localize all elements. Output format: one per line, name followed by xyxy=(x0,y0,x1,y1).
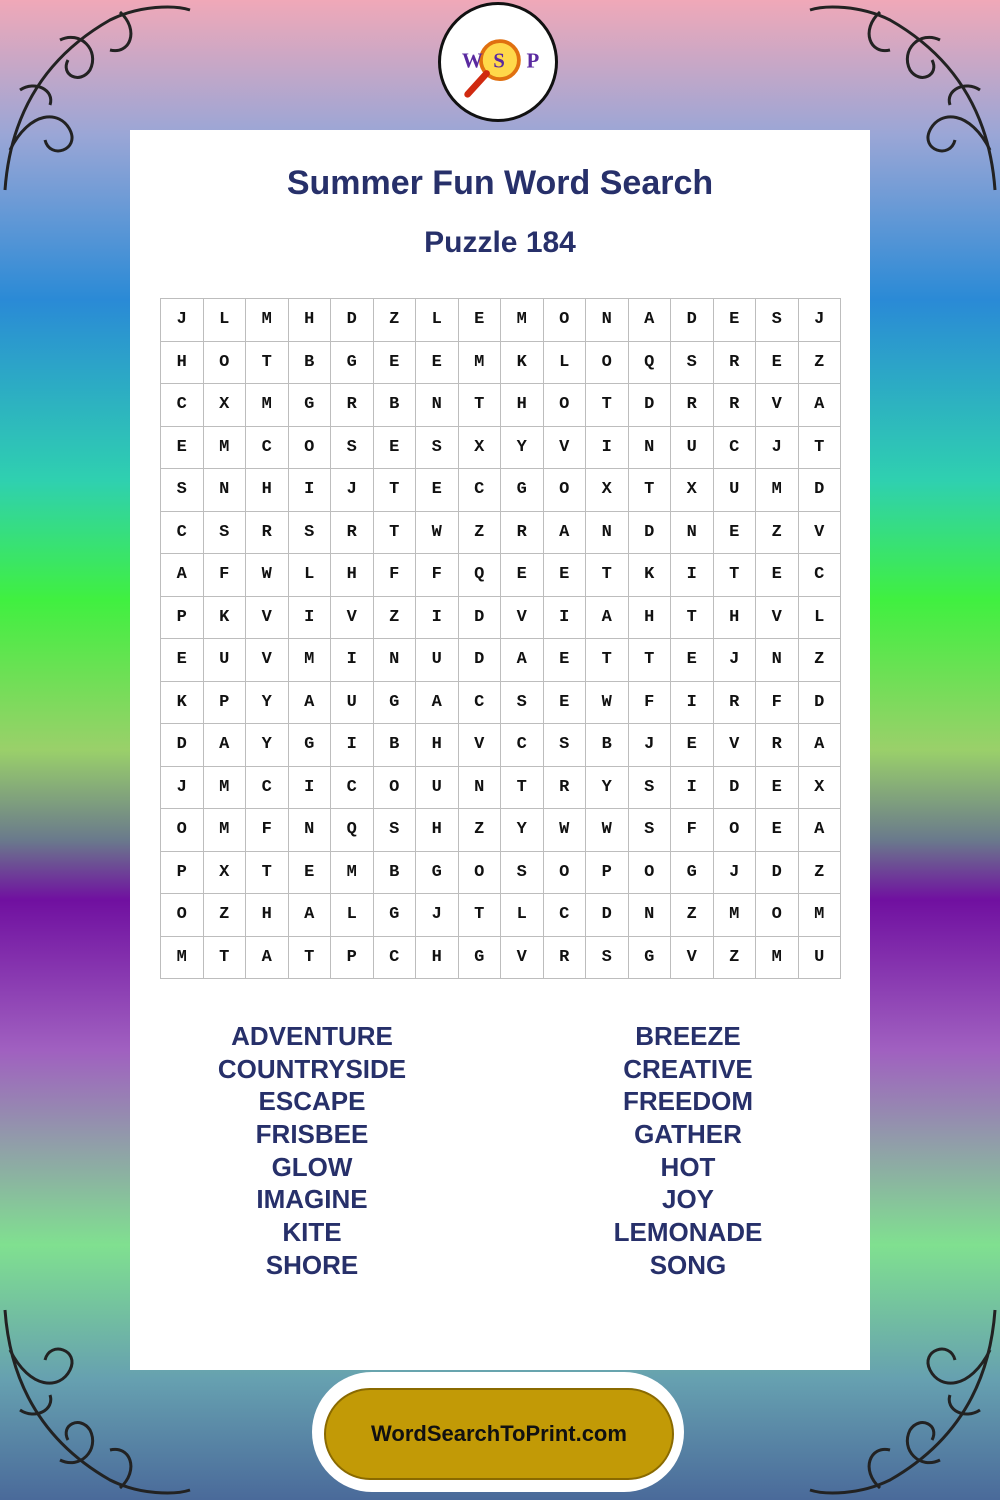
grid-cell[interactable]: J xyxy=(161,767,204,810)
grid-cell[interactable]: O xyxy=(161,809,204,852)
grid-cell[interactable]: O xyxy=(544,299,587,342)
grid-cell[interactable]: O xyxy=(544,852,587,895)
grid-cell[interactable]: L xyxy=(501,894,544,937)
grid-cell[interactable]: Y xyxy=(586,767,629,810)
grid-cell[interactable]: L xyxy=(331,894,374,937)
grid-cell[interactable]: A xyxy=(586,597,629,640)
grid-cell[interactable]: D xyxy=(629,512,672,555)
grid-cell[interactable]: M xyxy=(501,299,544,342)
grid-cell[interactable]: H xyxy=(629,597,672,640)
grid-cell[interactable]: X xyxy=(459,427,502,470)
word-list-item: FRISBEE xyxy=(255,1119,369,1150)
grid-cell[interactable]: I xyxy=(289,597,332,640)
grid-cell[interactable]: N xyxy=(629,427,672,470)
grid-cell[interactable]: S xyxy=(586,937,629,980)
grid-cell[interactable]: G xyxy=(629,937,672,980)
grid-cell[interactable]: D xyxy=(671,299,714,342)
puzzle-title: Summer Fun Word Search xyxy=(286,164,714,202)
grid-cell[interactable]: M xyxy=(204,427,247,470)
grid-cell[interactable]: A xyxy=(799,809,842,852)
grid-cell[interactable]: T xyxy=(501,767,544,810)
grid-cell[interactable]: E xyxy=(544,554,587,597)
word-list-item: LEMONADE xyxy=(613,1217,763,1248)
grid-cell[interactable]: Z xyxy=(374,597,417,640)
grid-cell[interactable]: O xyxy=(204,342,247,385)
grid-cell[interactable]: T xyxy=(374,469,417,512)
grid-cell[interactable]: E xyxy=(161,639,204,682)
grid-cell[interactable]: I xyxy=(671,682,714,725)
grid-cell[interactable]: S xyxy=(629,767,672,810)
grid-cell[interactable]: O xyxy=(544,469,587,512)
word-list-item: ADVENTURE xyxy=(231,1021,393,1051)
grid-cell[interactable]: T xyxy=(586,554,629,597)
grid-cell[interactable]: C xyxy=(161,512,204,555)
grid-cell[interactable]: P xyxy=(586,852,629,895)
grid-cell[interactable]: V xyxy=(714,724,757,767)
grid-cell[interactable]: E xyxy=(756,809,799,852)
grid-cell[interactable]: L xyxy=(799,597,842,640)
grid-cell[interactable]: E xyxy=(289,852,332,895)
grid-cell[interactable]: X xyxy=(799,767,842,810)
grid-cell[interactable]: N xyxy=(374,639,417,682)
grid-cell[interactable]: X xyxy=(586,469,629,512)
grid-cell[interactable]: M xyxy=(289,639,332,682)
grid-cell[interactable]: E xyxy=(756,554,799,597)
grid-cell[interactable]: W xyxy=(416,512,459,555)
grid-cell[interactable]: Q xyxy=(629,342,672,385)
word-list-item: HOT xyxy=(660,1151,716,1182)
grid-cell[interactable]: S xyxy=(501,682,544,725)
grid-cell[interactable]: I xyxy=(289,469,332,512)
grid-cell[interactable]: R xyxy=(714,682,757,725)
grid-cell[interactable]: R xyxy=(501,512,544,555)
grid-cell[interactable]: S xyxy=(161,469,204,512)
grid-cell[interactable]: B xyxy=(289,342,332,385)
grid-cell[interactable]: J xyxy=(331,469,374,512)
grid-cell[interactable]: E xyxy=(544,639,587,682)
grid-cell[interactable]: D xyxy=(756,852,799,895)
grid-cell[interactable]: I xyxy=(289,767,332,810)
word-list-item: SHORE xyxy=(265,1249,359,1280)
grid-cell[interactable]: L xyxy=(416,299,459,342)
grid-cell[interactable]: I xyxy=(416,597,459,640)
word-list-item: GATHER xyxy=(634,1119,742,1150)
grid-cell[interactable]: W xyxy=(246,554,289,597)
grid-cell[interactable]: Z xyxy=(459,809,502,852)
grid-cell[interactable]: Z xyxy=(204,894,247,937)
grid-cell[interactable]: D xyxy=(459,597,502,640)
grid-cell[interactable]: V xyxy=(459,724,502,767)
grid-cell[interactable]: Q xyxy=(459,554,502,597)
grid-cell[interactable]: P xyxy=(204,682,247,725)
grid-cell[interactable]: W xyxy=(544,809,587,852)
logo-letter-p: P xyxy=(526,48,540,73)
grid-cell[interactable]: U xyxy=(331,682,374,725)
grid-cell[interactable]: J xyxy=(799,299,842,342)
grid-cell[interactable]: D xyxy=(331,299,374,342)
grid-cell[interactable]: J xyxy=(714,852,757,895)
grid-cell[interactable]: V xyxy=(671,937,714,980)
word-list-item: COUNTRYSIDE xyxy=(217,1053,407,1084)
grid-cell[interactable]: S xyxy=(204,512,247,555)
grid-cell[interactable]: E xyxy=(544,682,587,725)
grid-cell[interactable]: M xyxy=(331,852,374,895)
grid-cell[interactable]: I xyxy=(671,554,714,597)
grid-cell[interactable]: I xyxy=(331,724,374,767)
grid-cell[interactable]: G xyxy=(289,384,332,427)
grid-cell[interactable]: Y xyxy=(246,724,289,767)
grid-cell[interactable]: A xyxy=(161,554,204,597)
grid-cell[interactable]: A xyxy=(544,512,587,555)
grid-cell[interactable]: N xyxy=(586,299,629,342)
grid-cell[interactable]: M xyxy=(756,937,799,980)
grid-cell[interactable]: V xyxy=(501,937,544,980)
word-list-right xyxy=(538,1020,838,1282)
grid-cell[interactable]: L xyxy=(544,342,587,385)
grid-cell[interactable]: T xyxy=(714,554,757,597)
grid-cell[interactable]: N xyxy=(756,639,799,682)
grid-cell[interactable]: F xyxy=(204,554,247,597)
grid-cell[interactable]: M xyxy=(246,299,289,342)
grid-cell[interactable]: Z xyxy=(756,512,799,555)
grid-cell[interactable]: R xyxy=(331,512,374,555)
grid-cell[interactable]: S xyxy=(756,299,799,342)
grid-cell[interactable]: R xyxy=(756,724,799,767)
grid-cell[interactable]: E xyxy=(374,427,417,470)
grid-cell[interactable]: H xyxy=(246,894,289,937)
grid-cell[interactable]: E xyxy=(671,639,714,682)
grid-cell[interactable]: E xyxy=(714,512,757,555)
grid-cell[interactable]: O xyxy=(714,809,757,852)
grid-cell[interactable]: S xyxy=(331,427,374,470)
grid-cell[interactable]: F xyxy=(246,809,289,852)
grid-cell[interactable]: W xyxy=(586,682,629,725)
grid-cell[interactable]: R xyxy=(246,512,289,555)
grid-cell[interactable]: T xyxy=(629,639,672,682)
grid-cell[interactable]: C xyxy=(246,767,289,810)
grid-cell[interactable]: E xyxy=(416,469,459,512)
grid-cell[interactable]: O xyxy=(459,852,502,895)
grid-cell[interactable]: D xyxy=(586,894,629,937)
grid-cell[interactable]: X xyxy=(204,384,247,427)
grid-cell[interactable]: A xyxy=(501,639,544,682)
grid-cell[interactable]: T xyxy=(586,639,629,682)
grid-cell[interactable]: T xyxy=(204,937,247,980)
word-list-item: FREEDOM xyxy=(623,1086,753,1117)
grid-cell[interactable]: U xyxy=(714,469,757,512)
grid-cell[interactable]: A xyxy=(799,384,842,427)
grid-cell[interactable]: H xyxy=(289,299,332,342)
grid-cell[interactable]: J xyxy=(629,724,672,767)
grid-cell[interactable]: O xyxy=(629,852,672,895)
grid-cell[interactable]: U xyxy=(204,639,247,682)
grid-cell[interactable]: L xyxy=(289,554,332,597)
grid-cell[interactable]: P xyxy=(331,937,374,980)
grid-cell[interactable]: E xyxy=(416,342,459,385)
grid-cell[interactable]: T xyxy=(289,937,332,980)
grid-cell[interactable]: J xyxy=(714,639,757,682)
grid-cell[interactable]: J xyxy=(416,894,459,937)
grid-cell[interactable]: A xyxy=(799,724,842,767)
grid-cell[interactable]: G xyxy=(459,937,502,980)
grid-cell[interactable]: R xyxy=(671,384,714,427)
grid-cell[interactable]: K xyxy=(501,342,544,385)
grid-cell[interactable]: S xyxy=(289,512,332,555)
logo-letter-w: W xyxy=(461,48,483,73)
grid-cell[interactable]: V xyxy=(501,597,544,640)
grid-cell[interactable]: I xyxy=(331,639,374,682)
grid-cell[interactable]: E xyxy=(671,724,714,767)
grid-cell[interactable]: M xyxy=(756,469,799,512)
grid-cell[interactable]: N xyxy=(204,469,247,512)
grid-cell[interactable]: C xyxy=(331,767,374,810)
letter-grid xyxy=(160,298,841,979)
grid-cell[interactable]: Z xyxy=(799,639,842,682)
grid-cell[interactable]: B xyxy=(374,852,417,895)
grid-cell[interactable]: A xyxy=(289,894,332,937)
grid-cell[interactable]: Z xyxy=(671,894,714,937)
grid-cell[interactable]: A xyxy=(289,682,332,725)
grid-cell[interactable]: G xyxy=(671,852,714,895)
grid-cell[interactable]: E xyxy=(459,299,502,342)
grid-cell[interactable]: G xyxy=(416,852,459,895)
grid-cell[interactable]: E xyxy=(756,342,799,385)
grid-cell[interactable]: C xyxy=(459,469,502,512)
logo-letter-s: S xyxy=(493,48,505,73)
wsp-logo[interactable] xyxy=(438,2,558,122)
grid-cell[interactable]: O xyxy=(544,384,587,427)
grid-cell[interactable]: M xyxy=(161,937,204,980)
word-list-item: ESCAPE xyxy=(258,1086,366,1117)
grid-cell[interactable]: O xyxy=(289,427,332,470)
grid-cell[interactable]: N xyxy=(671,512,714,555)
grid-cell[interactable]: S xyxy=(629,809,672,852)
grid-cell[interactable]: I xyxy=(671,767,714,810)
website-link-button[interactable]: WordSearchToPrint.com xyxy=(324,1388,674,1480)
grid-cell[interactable]: K xyxy=(629,554,672,597)
grid-cell[interactable]: G xyxy=(501,469,544,512)
grid-cell[interactable]: R xyxy=(331,384,374,427)
grid-cell[interactable]: H xyxy=(501,384,544,427)
grid-cell[interactable]: D xyxy=(714,767,757,810)
grid-cell[interactable]: M xyxy=(204,767,247,810)
grid-cell[interactable]: V xyxy=(331,597,374,640)
grid-cell[interactable]: O xyxy=(756,894,799,937)
grid-cell[interactable]: I xyxy=(586,427,629,470)
grid-cell[interactable]: C xyxy=(544,894,587,937)
grid-cell[interactable]: Y xyxy=(246,682,289,725)
grid-cell[interactable]: Y xyxy=(501,427,544,470)
grid-cell[interactable]: M xyxy=(246,384,289,427)
grid-cell[interactable]: R xyxy=(714,384,757,427)
grid-cell[interactable]: T xyxy=(629,469,672,512)
grid-cell[interactable]: X xyxy=(671,469,714,512)
grid-cell[interactable]: Q xyxy=(331,809,374,852)
grid-cell[interactable]: P xyxy=(161,852,204,895)
grid-cell[interactable]: F xyxy=(671,809,714,852)
grid-cell[interactable]: H xyxy=(416,724,459,767)
grid-cell[interactable]: F xyxy=(756,682,799,725)
grid-cell[interactable]: G xyxy=(374,682,417,725)
grid-cell[interactable]: K xyxy=(204,597,247,640)
grid-cell[interactable]: N xyxy=(459,767,502,810)
grid-cell[interactable]: H xyxy=(714,597,757,640)
grid-cell[interactable]: V xyxy=(756,384,799,427)
grid-cell[interactable]: U xyxy=(416,767,459,810)
grid-cell[interactable]: U xyxy=(671,427,714,470)
word-list-item: SONG xyxy=(649,1249,727,1280)
grid-cell[interactable]: S xyxy=(416,427,459,470)
word-list-item: KITE xyxy=(282,1217,342,1248)
grid-cell[interactable]: U xyxy=(416,639,459,682)
grid-cell[interactable]: V xyxy=(246,639,289,682)
grid-cell[interactable]: V xyxy=(799,512,842,555)
grid-cell[interactable]: X xyxy=(204,852,247,895)
grid-cell[interactable]: C xyxy=(161,384,204,427)
grid-cell[interactable]: S xyxy=(671,342,714,385)
grid-cell[interactable]: H xyxy=(161,342,204,385)
grid-cell[interactable]: O xyxy=(374,767,417,810)
grid-cell[interactable]: D xyxy=(799,682,842,725)
grid-cell[interactable]: M xyxy=(714,894,757,937)
grid-cell[interactable]: B xyxy=(374,384,417,427)
grid-cell[interactable]: T xyxy=(459,384,502,427)
grid-cell[interactable]: Z xyxy=(799,342,842,385)
grid-cell[interactable]: G xyxy=(289,724,332,767)
grid-cell[interactable]: Y xyxy=(501,809,544,852)
grid-cell[interactable]: M xyxy=(204,809,247,852)
grid-cell[interactable]: G xyxy=(331,342,374,385)
grid-cell[interactable]: C xyxy=(459,682,502,725)
grid-cell[interactable]: H xyxy=(416,937,459,980)
grid-cell[interactable]: S xyxy=(544,724,587,767)
grid-cell[interactable]: E xyxy=(161,427,204,470)
grid-cell[interactable]: R xyxy=(714,342,757,385)
grid-cell[interactable]: M xyxy=(459,342,502,385)
word-list-left xyxy=(162,1020,462,1282)
grid-cell[interactable]: Z xyxy=(799,852,842,895)
grid-cell[interactable]: S xyxy=(501,852,544,895)
grid-cell[interactable]: Z xyxy=(374,299,417,342)
grid-cell[interactable]: L xyxy=(204,299,247,342)
grid-cell[interactable]: J xyxy=(756,427,799,470)
word-list-item: JOY xyxy=(661,1184,715,1215)
grid-cell[interactable]: U xyxy=(799,937,842,980)
word-list-item: GLOW xyxy=(271,1151,353,1182)
grid-cell[interactable]: A xyxy=(246,937,289,980)
grid-cell[interactable]: R xyxy=(544,937,587,980)
grid-cell[interactable]: M xyxy=(799,894,842,937)
grid-cell[interactable]: W xyxy=(586,809,629,852)
grid-cell[interactable]: C xyxy=(799,554,842,597)
grid-cell[interactable]: F xyxy=(374,554,417,597)
grid-cell[interactable]: H xyxy=(246,469,289,512)
grid-cell[interactable]: B xyxy=(374,724,417,767)
grid-cell[interactable]: G xyxy=(374,894,417,937)
grid-cell[interactable]: T xyxy=(246,342,289,385)
word-list-item: CREATIVE xyxy=(623,1053,753,1084)
grid-cell[interactable]: H xyxy=(416,809,459,852)
grid-cell[interactable]: K xyxy=(161,682,204,725)
grid-cell[interactable]: S xyxy=(374,809,417,852)
grid-cell[interactable]: T xyxy=(671,597,714,640)
grid-cell[interactable]: T xyxy=(374,512,417,555)
grid-cell[interactable]: E xyxy=(714,299,757,342)
grid-cell[interactable]: H xyxy=(331,554,374,597)
puzzle-sheet xyxy=(130,130,870,1370)
grid-cell[interactable]: T xyxy=(799,427,842,470)
grid-cell[interactable]: V xyxy=(544,427,587,470)
word-list-item: IMAGINE xyxy=(256,1184,368,1215)
grid-cell[interactable]: V xyxy=(756,597,799,640)
grid-cell[interactable]: C xyxy=(246,427,289,470)
grid-cell[interactable]: N xyxy=(416,384,459,427)
grid-cell[interactable]: E xyxy=(374,342,417,385)
grid-cell[interactable]: B xyxy=(586,724,629,767)
grid-cell[interactable]: D xyxy=(459,639,502,682)
grid-cell[interactable]: C xyxy=(374,937,417,980)
grid-cell[interactable]: D xyxy=(799,469,842,512)
grid-cell[interactable]: O xyxy=(161,894,204,937)
grid-cell[interactable]: V xyxy=(246,597,289,640)
word-list-item: BREEZE xyxy=(635,1021,741,1051)
grid-cell[interactable]: Z xyxy=(714,937,757,980)
grid-cell[interactable]: J xyxy=(161,299,204,342)
grid-cell[interactable]: E xyxy=(756,767,799,810)
grid-cell[interactable]: N xyxy=(586,512,629,555)
grid-cell[interactable]: A xyxy=(629,299,672,342)
grid-cell[interactable]: D xyxy=(161,724,204,767)
grid-cell[interactable]: D xyxy=(629,384,672,427)
grid-cell[interactable]: R xyxy=(544,767,587,810)
grid-cell[interactable]: E xyxy=(501,554,544,597)
grid-cell[interactable]: T xyxy=(246,852,289,895)
grid-cell[interactable]: O xyxy=(586,342,629,385)
grid-cell[interactable]: P xyxy=(161,597,204,640)
grid-cell[interactable]: Z xyxy=(459,512,502,555)
puzzle-number: Puzzle 184 xyxy=(424,226,576,259)
grid-cell[interactable]: I xyxy=(544,597,587,640)
grid-cell[interactable]: C xyxy=(501,724,544,767)
grid-cell[interactable]: C xyxy=(714,427,757,470)
grid-cell[interactable]: N xyxy=(289,809,332,852)
grid-cell[interactable]: T xyxy=(459,894,502,937)
grid-cell[interactable]: N xyxy=(629,894,672,937)
grid-cell[interactable]: F xyxy=(629,682,672,725)
grid-cell[interactable]: A xyxy=(416,682,459,725)
grid-cell[interactable]: T xyxy=(586,384,629,427)
grid-cell[interactable]: F xyxy=(416,554,459,597)
grid-cell[interactable]: A xyxy=(204,724,247,767)
